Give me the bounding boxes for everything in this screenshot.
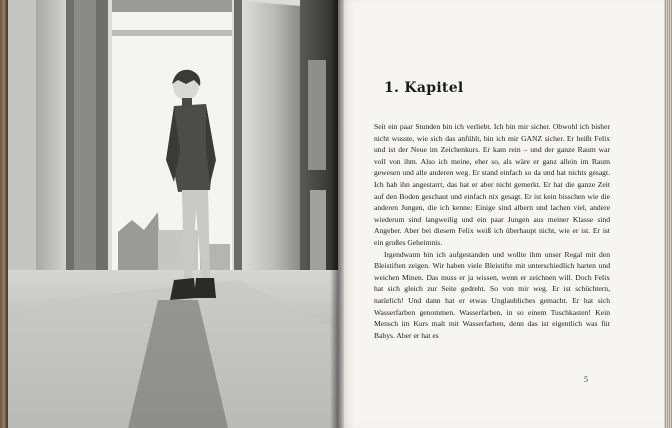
paragraph-2: Irgendwann bin ich aufgestanden und wollte ihm unser Regal mit den Bleistiften zeigen. Wir haben viele Bleistifte mit unterschiedlich harten und weichen Minen. Das muss er ja wissen, wenn er zeichnen will. Doch Felix hat sich gleich zur Seite gedreht. So von mir weg. Er ist schüchtern, natürlich! Und dann hat er etwas Unglaubliches gemacht. Er hat sich Wasserfarben genommen. Wasserfarben, in so einem Tuschkasten! Kein Mensch im Kurs malt mit Wasserfarben, denn das ist eigentlich was für Babys. Aber er hat es [374, 249, 610, 340]
page-number: 5 [584, 375, 588, 384]
paragraph-1: Seit ein paar Stunden bin ich verliebt. Ich bin mir sicher. Obwohl ich bisher nicht wusste, wie sich das anfühlt, bin ich mir GANZ sicher. Er heißt Felix und ist der Neue im Zeichenkurs. Er kam rein – und der ganze Raum war voll von ihm. Also ich meine, eher so, als wäre er ganz allein im Raum gewesen und alle anderen weg. Er stand einfach so da und hat nichts gesagt. Ich hab ihn angestarrt, das hat er aber nicht gemerkt. Er hat die ganze Zeit auf den Boden geschaut und einfach nix gesagt. Er ist kein bisschen wie die anderen Jungen, die ich kenne: Einige sind albern und lachen viel, andere wiederum sind langweilig und ein paar Jungen aus meiner Klasse sind Angeber. Aber bei diesem Felix weiß ich überhaupt nicht, wie er ist. Er ist ein großes Geheimnis. [374, 122, 610, 247]
chapter-title: 1. Kapitel [384, 80, 464, 96]
boy-in-doorway-illustration [8, 0, 338, 428]
page-edges [664, 0, 672, 428]
body-text [374, 121, 610, 341]
left-page [8, 0, 338, 428]
